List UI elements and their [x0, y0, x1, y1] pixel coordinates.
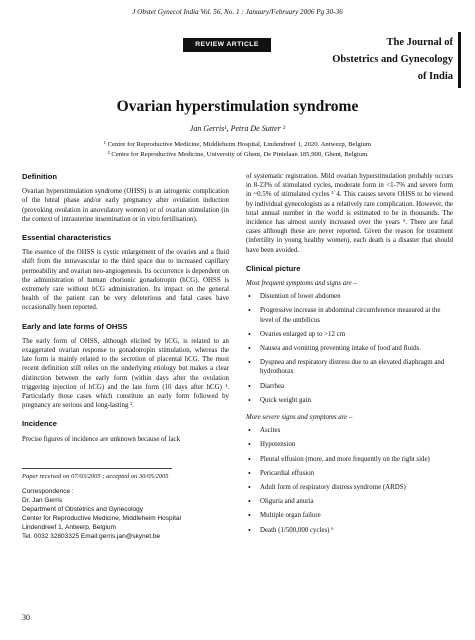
journal-name-line1: The Journal of [386, 37, 453, 48]
list-item: • Ovaries enlarged up to >12 cm [246, 330, 453, 339]
page-number: 30 [22, 613, 30, 622]
list-item: • Distention of lower abdomen [246, 292, 453, 301]
definition-heading: Definition [22, 172, 58, 181]
authors: Jan Gerris¹, Petra De Sutter ² [189, 124, 286, 133]
correspondence-line: Correspondence : [22, 488, 74, 496]
list-item: • Ascites [246, 426, 453, 435]
incidence-continued: of systematic registration. Mild ovarian hyperstimulation probably occurs in 8-23% of stimulated cycles, moderate form in <1-7% and severe form in ~0.5% of stimulated cycles ³˙4. This causes severe OHSS to be viewed by individual gynecologists as a relatively rare complication. However, the total annual number in the world is estimated to be in thousands. The incidence has almost surely increased over the years ⁵. There are fatal cases although these are never reported. Given the reason for treatment (infertility in young healthy women), each death is a disaster that should have been avoided. [246, 173, 453, 254]
correspondence-line: Lindendreef 1, Antwerp, Belgium [22, 524, 116, 532]
left-column [22, 172, 229, 541]
right-column [246, 172, 453, 543]
forms-text: The early form of OHSS, although elicited by hCG, is related to an exaggerated ovarian response to gonadotropin stimulation, whereas the late form is mainly related to the secretion of placental hCG. The most recent definition still relies on the underlying etiology but makes a clear distinction between the early form (within days after the ovulation triggering injection of hCG) and the late form (10 days after hCG) ¹. Particularly those cases which constitute an early form followed by pregnancy are serious and long-lasting ². [22, 337, 229, 410]
journal-name [332, 34, 453, 85]
frequent-intro: Most frequent symptoms and signs are – [246, 280, 357, 288]
citation-header: J Obstet Gynecol India Vol. 56, No. 1 : January/February 2006 Pg 30-36 [132, 8, 343, 16]
forms-heading: Early and late forms of OHSS [22, 321, 128, 331]
journal-rule [458, 32, 461, 88]
severe-intro: More severe signs and symptoms are – [246, 414, 353, 422]
list-item: • Oliguria and anuria [246, 497, 453, 506]
affiliation-2: ² Centre for Reproductive Medicine, University of Ghent, De Pintelaan 185,900, Ghent, Belgium [107, 151, 368, 158]
article-title: Ovarian hyperstimulation syndrome [116, 98, 359, 115]
correspondence-line: Center for Reproductive Medicine, Middleheim Hospital [22, 515, 181, 523]
list-item: • Diarrhea [246, 382, 453, 391]
journal-name-line3: of India [417, 71, 453, 82]
clinical-heading: Clinical picture [246, 263, 301, 273]
correspondence-line: Tel. 0032 32803325 Email:gerris.jan@skynet.be [22, 533, 161, 541]
list-item: • Adult form of respiratory distress syndrome (ARDS) [246, 483, 453, 492]
list-item: • Multiple organ failure [246, 511, 453, 520]
frequent-list [246, 292, 453, 405]
list-item: • Quick weight gain [246, 396, 453, 405]
list-item: • Hypotension [246, 440, 453, 449]
list-item: • Pleural effusion (more, and more frequently on the right side) [246, 455, 453, 464]
incidence-text: Precise figures of incidence are unknown because of lack [22, 435, 181, 443]
severe-list [246, 426, 453, 535]
list-item: • Dyspnea and respiratory distress due to an elevated diaphragm and hydrothorax [246, 358, 453, 376]
affiliations [0, 140, 475, 160]
correspondence-line: Department of Obstetrics and Gynecology [22, 506, 144, 514]
incidence-heading: Incidence [22, 419, 58, 429]
paper-received: Paper received on 07/03/2005 ; accepted on 30/05/2005 [22, 472, 169, 480]
list-item: • Progressive increase in abdominal circumference measured at the level of the umbilicus [246, 306, 453, 324]
essential-text: The essence of the OHSS is cystic enlargement of the ovaries and a fluid shift from the intravascular to the third space due to increased capillary permeability and ovarian neo-angiogenesis. Its occurrence is dependent on the administration of human chorionic gonadotropin (hCG). OHSS is extremely rare without hCG administration. Its impact on the general health of the patient can be very deleterious and fatal cases have occasionally been reported. [22, 249, 229, 312]
list-item: • Death (1/500,000 cycles) ⁶ [246, 526, 453, 535]
journal-name-line2: Obstetrics and Gynecology [332, 54, 453, 65]
footnote-rule [22, 468, 172, 469]
affiliation-1: ¹ Centre for Reproductive Medicine, Middleheim Hospital, Lindendreef 1, 2020. Antwezp, Belgium [103, 141, 372, 148]
list-item: • Pericardial effusion [246, 469, 453, 478]
correspondence-line: Dr. Jan Gerris [22, 497, 63, 505]
essential-heading: Essential characteristics [22, 233, 112, 243]
list-item: • Nausea and vomiting preventing intake of food and fluids. [246, 344, 453, 353]
article-type-badge: REVIEW ARTICLE [183, 38, 271, 52]
definition-text: Ovarian hyperstimulation syndrome (OHSS) is an iatrogenic complication of the luteal phase and/or early pregnancy after ovulation induction (provoking ovulation in anovulatory women) or of ovarian stimulation (in the context of intrauterine insemination or in vitro fertilisation). [22, 188, 229, 223]
correspondence [22, 487, 229, 541]
